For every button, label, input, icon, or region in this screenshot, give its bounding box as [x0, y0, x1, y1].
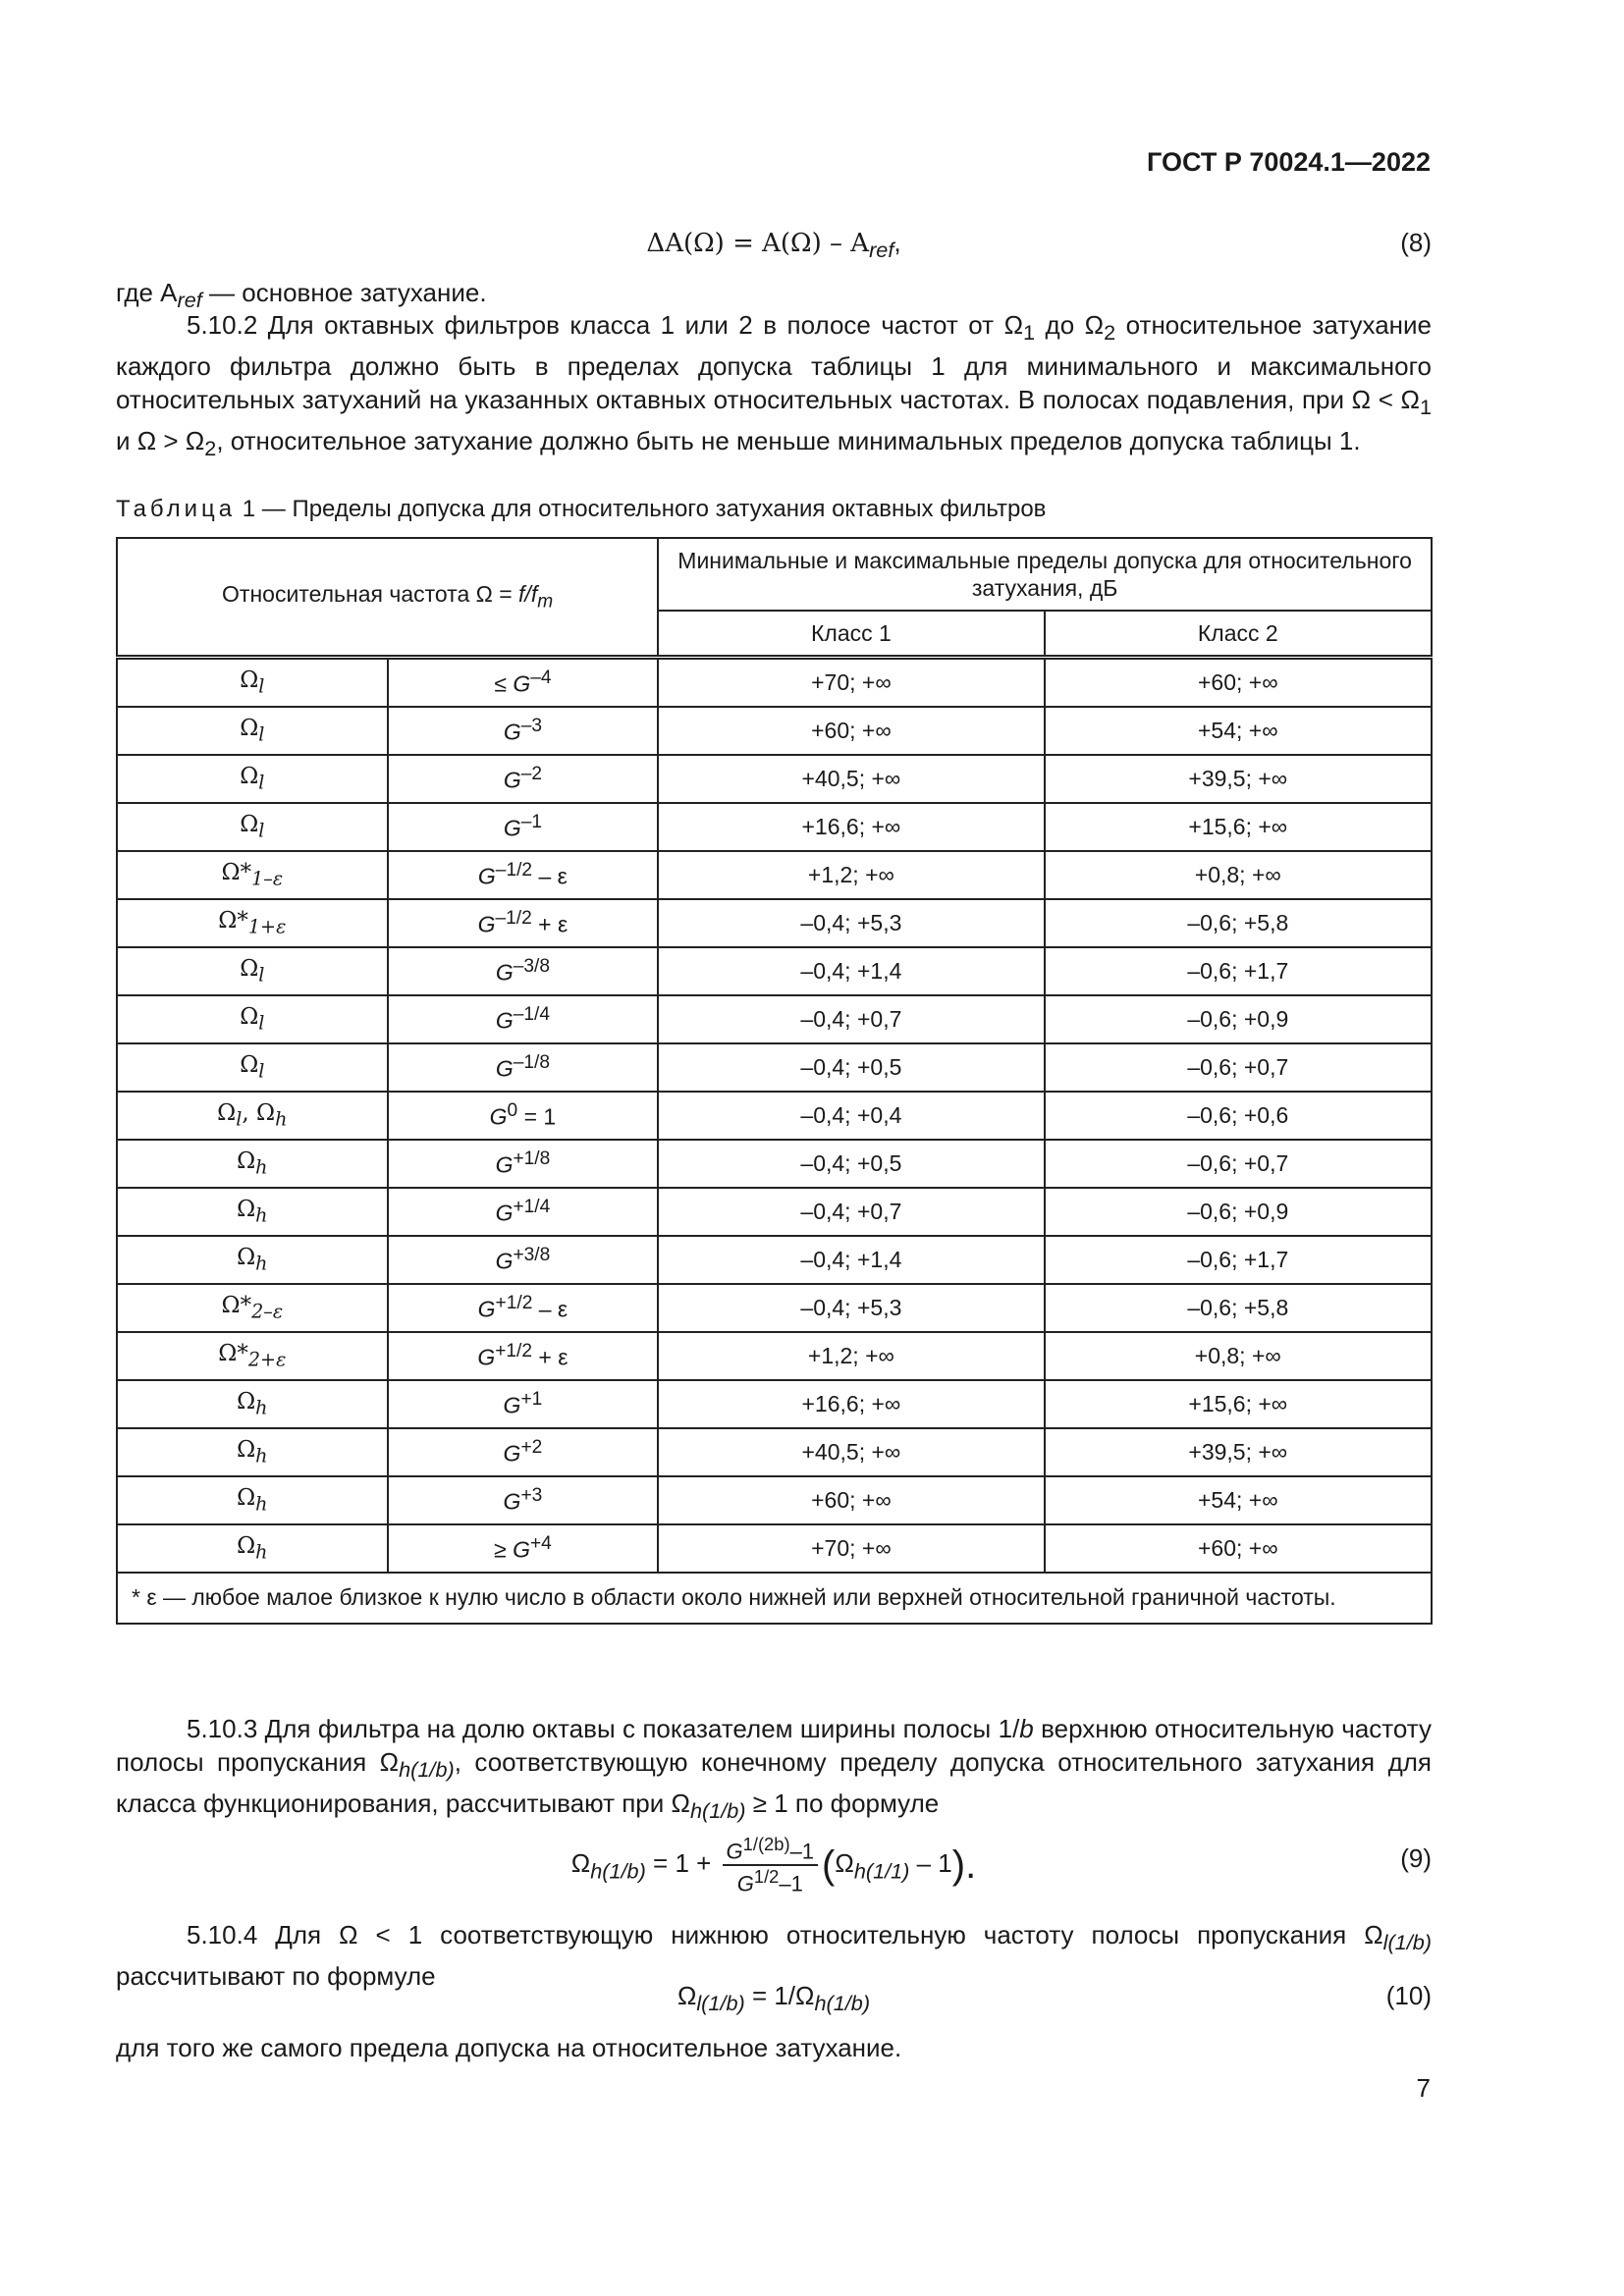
relative-frequency-symbol: $\Omega*_{1-\varepsilon}$: [117, 851, 388, 899]
class-1-limits: –0,4; +5,3: [658, 899, 1044, 947]
class-1-limits: +1,2; +∞: [658, 1332, 1044, 1380]
relative-frequency-symbol: $\Omega_h$: [117, 1236, 388, 1284]
class-2-limits: +0,8; +∞: [1045, 1332, 1432, 1380]
relative-frequency-value: $G^{+3}$: [388, 1476, 659, 1524]
relative-frequency-symbol: $\Omega_h$: [117, 1524, 388, 1573]
table-row: [117, 851, 1432, 899]
equation-9-fraction: $\frac{G^{1/(2b)}-1}{G^{1/2}-1}$: [723, 1834, 819, 1897]
relative-frequency-symbol: $\Omega_l$, $\Omega_h$: [117, 1092, 388, 1140]
relative-frequency-value: $G^0 = 1$: [388, 1092, 659, 1140]
table-row: [117, 1140, 1432, 1188]
class-1-limits: –0,4; +1,4: [658, 1236, 1044, 1284]
class-2-limits: +39,5; +∞: [1045, 755, 1432, 803]
class-2-limits: –0,6; +0,9: [1045, 995, 1432, 1043]
class-2-limits: –0,6; +5,8: [1045, 899, 1432, 947]
class-1-limits: –0,4; +1,4: [658, 947, 1044, 995]
class-2-limits: +15,6; +∞: [1045, 803, 1432, 851]
class-1-limits: –0,4; +0,7: [658, 995, 1044, 1043]
table-footnote: * ε — любое малое близкое к нулю число в области около нижней или верхней относительной граничной частоты.: [117, 1573, 1432, 1624]
table-row: [117, 1524, 1432, 1573]
relative-frequency-value: $G^{+1/2} + \varepsilon$: [388, 1332, 659, 1380]
relative-frequency-value: $G^{+1}$: [388, 1380, 659, 1428]
relative-frequency-value: $G^{+1/4}$: [388, 1188, 659, 1236]
relative-frequency-value: $G^{+1/2}$ – ε: [388, 1284, 659, 1332]
relative-frequency-value: $G^{+3/8}$: [388, 1236, 659, 1284]
class-2-limits: –0,6; +1,7: [1045, 1236, 1432, 1284]
table-row: [117, 803, 1432, 851]
relative-frequency-value: $G^{-1}$: [388, 803, 659, 851]
class-2-limits: +54; +∞: [1045, 707, 1432, 755]
equation-9: [116, 1834, 1432, 1898]
equation-9-number: (9): [1400, 1843, 1432, 1873]
table-row: [117, 1236, 1432, 1284]
class-2-limits: –0,6; +0,7: [1045, 1140, 1432, 1188]
tolerance-table: [116, 537, 1433, 1625]
table-row: [117, 1476, 1432, 1524]
class-2-limits: –0,6; +1,7: [1045, 947, 1432, 995]
class-1-limits: +70; +∞: [658, 658, 1044, 708]
class-1-limits: +1,2; +∞: [658, 851, 1044, 899]
class-2-limits: –0,6; +0,7: [1045, 1043, 1432, 1092]
class-1-limits: –0,4; +5,3: [658, 1284, 1044, 1332]
header-class-1: Класс 1: [658, 611, 1044, 658]
table-row: [117, 1284, 1432, 1332]
table-row: [117, 1092, 1432, 1140]
class-1-limits: –0,4; +0,5: [658, 1140, 1044, 1188]
table-row: [117, 995, 1432, 1043]
header-class-2: Класс 2: [1045, 611, 1432, 658]
class-2-limits: –0,6; +0,9: [1045, 1188, 1432, 1236]
table-row: [117, 899, 1432, 947]
relative-frequency-symbol: $\Omega_h$: [117, 1428, 388, 1476]
page-number: 7: [1416, 2073, 1431, 2103]
relative-frequency-symbol: $\Omega_l$: [117, 803, 388, 851]
header-attenuation-limits: Минимальные и максимальные пределы допуска для относительного затухания, дБ: [658, 538, 1432, 611]
header-relative-frequency: Относительная частота $\Omega = f/f_m$: [117, 538, 658, 658]
relative-frequency-symbol: $\Omega_l$: [117, 658, 388, 708]
table-row: [117, 1188, 1432, 1236]
relative-frequency-symbol: $\Omega_l$: [117, 755, 388, 803]
class-2-limits: +60; +∞: [1045, 1524, 1432, 1573]
class-1-limits: +60; +∞: [658, 707, 1044, 755]
relative-frequency-value: $G^{+2}$: [388, 1428, 659, 1476]
equation-8-formula: $\Delta A(\Omega) = A(\Omega) - A_{ref}$,: [646, 228, 901, 263]
paragraph-5-10-4: 5.10.4 Для Ω < 1 соответствующую нижнюю относительную частоту полосы пропускания $\Omega_{l(1/b)}$ рассчитывают по формуле: [116, 1920, 1432, 1992]
class-1-limits: +60; +∞: [658, 1476, 1044, 1524]
relative-frequency-symbol: $\Omega_l$: [117, 947, 388, 995]
table-caption: Таблица 1 — Пределы допуска для относительного затухания октавных фильтров: [116, 496, 1047, 522]
paragraph-5-10-3: 5.10.3 Для фильтра на долю октавы с показателем ширины полосы 1/b верхнюю относительную частоту полосы пропускания $\Omega_{h(1/b)}$, соответствующую конечному пределу допуска относительного затухания для класса функционирования, рассчитывают при $\Omega_{h(1/b)} \ge 1$ по формуле: [116, 1714, 1432, 1824]
class-1-limits: +40,5; +∞: [658, 755, 1044, 803]
relative-frequency-symbol: $\Omega*_{2+\varepsilon}$: [117, 1332, 388, 1380]
relative-frequency-value: $G^{-2}$: [388, 755, 659, 803]
table-row: [117, 1428, 1432, 1476]
equation-10-number: (10): [1385, 1981, 1432, 2010]
relative-frequency-value: $G^{-1/4}$: [388, 995, 659, 1043]
relative-frequency-value: $G^{-1/2} + \varepsilon$: [388, 899, 659, 947]
class-1-limits: –0,4; +0,7: [658, 1188, 1044, 1236]
relative-frequency-symbol: $\Omega*_{2-\varepsilon}$: [117, 1284, 388, 1332]
equation-8-number: (8): [1400, 228, 1432, 257]
standard-code: ГОСТ Р 70024.1—2022: [1147, 147, 1431, 177]
relative-frequency-symbol: $\Omega_h$: [117, 1476, 388, 1524]
class-2-limits: +39,5; +∞: [1045, 1428, 1432, 1476]
table-row: [117, 1332, 1432, 1380]
where-line: где $A_{ref}$ — основное затухание.: [116, 278, 487, 313]
class-2-limits: –0,6; +0,6: [1045, 1092, 1432, 1140]
class-1-limits: +70; +∞: [658, 1524, 1044, 1573]
table-row: [117, 755, 1432, 803]
relative-frequency-value: ≤ $G^{-4}$: [388, 658, 659, 708]
relative-frequency-value: $G^{+1/8}$: [388, 1140, 659, 1188]
table-row: [117, 1043, 1432, 1092]
class-1-limits: +40,5; +∞: [658, 1428, 1044, 1476]
table-row: [117, 947, 1432, 995]
equation-9-formula: $\Omega_{h(1/b)} = 1$ + $\frac{G^{1/(2b)}-1}{G^{1/2}-1}$ $(\Omega_{h(1/1)} - 1)$.: [570, 1834, 977, 1896]
relative-frequency-value: $G^{-3}$: [388, 707, 659, 755]
relative-frequency-symbol: $\Omega_h$: [117, 1140, 388, 1188]
relative-frequency-symbol: $\Omega_h$: [117, 1380, 388, 1428]
class-2-limits: +0,8; +∞: [1045, 851, 1432, 899]
relative-frequency-value: $G^{-1/2}$ – ε: [388, 851, 659, 899]
equation-10-formula: $\Omega_{l(1/b)} = 1/\Omega_{h(1/b)}$: [677, 1981, 871, 2016]
relative-frequency-symbol: $\Omega_l$: [117, 1043, 388, 1092]
final-line: для того же самого предела допуска на относительное затухание.: [116, 2033, 902, 2062]
table-note-row: [117, 1573, 1432, 1624]
relative-frequency-value: ≥ $G^{+4}$: [388, 1524, 659, 1573]
table-row: [117, 707, 1432, 755]
equation-8: [116, 228, 1432, 267]
relative-frequency-symbol: $\Omega*_{1+\varepsilon}$: [117, 899, 388, 947]
class-2-limits: +54; +∞: [1045, 1476, 1432, 1524]
table-header-row: [117, 538, 1432, 611]
relative-frequency-symbol: $\Omega_h$: [117, 1188, 388, 1236]
equation-10: [116, 1981, 1432, 2020]
table-row: [117, 658, 1432, 708]
paragraph-5-10-2: 5.10.2 Для октавных фильтров класса 1 или 2 в полосе частот от $\Omega_1$ до $\Omega_2$ относительное затухание каждого фильтра должно быть в пределах допуска таблицы 1 для минимального и максимального относительных затуханий на указанных октавных относительных частотах. В полосах подавления, при $\Omega < \Omega_1$ и $\Omega > \Omega_2$, относительное затухание должно быть не меньше минимальных пределов допуска таблицы 1.: [116, 310, 1432, 461]
table-row: [117, 1380, 1432, 1428]
relative-frequency-value: $G^{-3/8}$: [388, 947, 659, 995]
class-1-limits: –0,4; +0,4: [658, 1092, 1044, 1140]
relative-frequency-symbol: $\Omega_l$: [117, 995, 388, 1043]
class-1-limits: +16,6; +∞: [658, 1380, 1044, 1428]
class-2-limits: +15,6; +∞: [1045, 1380, 1432, 1428]
class-2-limits: +60; +∞: [1045, 658, 1432, 708]
class-1-limits: –0,4; +0,5: [658, 1043, 1044, 1092]
class-2-limits: –0,6; +5,8: [1045, 1284, 1432, 1332]
relative-frequency-symbol: $\Omega_l$: [117, 707, 388, 755]
relative-frequency-value: $G^{-1/8}$: [388, 1043, 659, 1092]
class-1-limits: +16,6; +∞: [658, 803, 1044, 851]
